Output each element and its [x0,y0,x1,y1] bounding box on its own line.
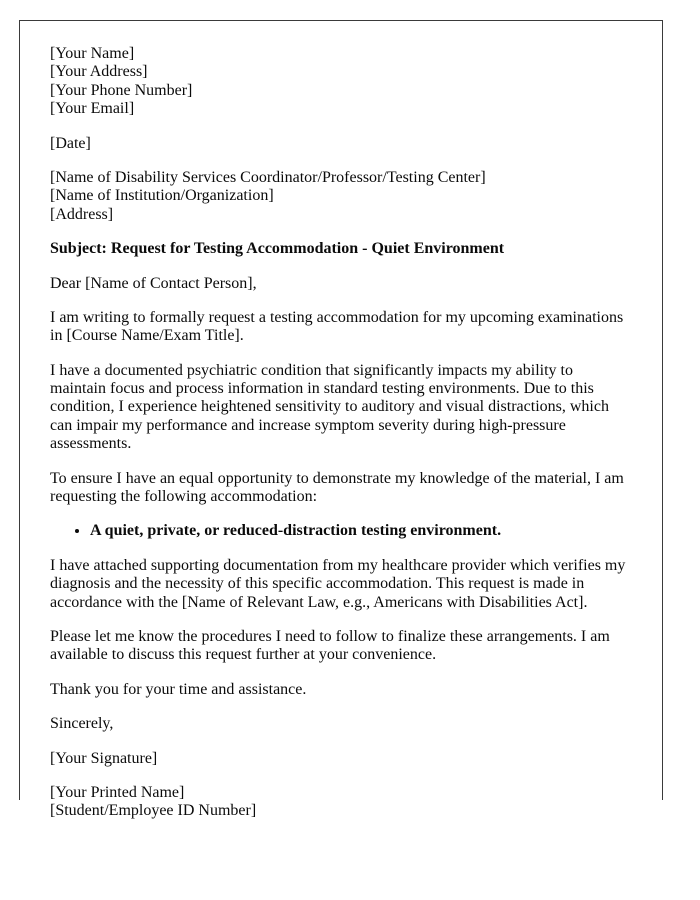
paragraph-opportunity: To ensure I have an equal opportunity to demonstrate my knowledge of the material, I am requesting the following accommodation: [50,469,624,506]
printed-name-block [50,784,626,821]
paragraph-request: I am writing to formally request a testing accommodation for my upcoming examinations in [Course Name/Exam Title]. [50,308,624,345]
sender-phone: [Your Phone Number] [50,81,193,99]
sender-block [50,45,626,119]
closing: Sincerely, [50,715,114,733]
paragraph-documentation: I have attached supporting documentation from my healthcare provider which verifies my diagnosis and the necessity of this specific accommodation. This request is made in accordance with the [Name of Relevant Law, e.g., Americans with Disabilities Act]. [50,556,626,611]
subject-line: Subject: Request for Testing Accommodation - Quiet Environment [50,240,505,258]
recipient-institution: [Name of Institution/Organization] [50,187,274,205]
signature-line: [Your Signature] [50,749,158,767]
sender-name: [Your Name] [50,45,135,62]
sender-email: [Your Email] [50,100,135,118]
accommodation-bullet-item: • A quiet, private, or reduced-distraction testing environment. [90,522,626,540]
paragraph-thanks: Thank you for your time and assistance. [50,680,307,698]
sender-address: [Your Address] [50,63,148,81]
letter-container [19,20,663,820]
id-number: [Student/Employee ID Number] [50,802,257,820]
printed-name: [Your Printed Name] [50,783,185,801]
salutation: Dear [Name of Contact Person], [50,274,257,292]
recipient-block [50,169,626,224]
date-line: [Date] [50,134,91,152]
paragraph-condition: I have a documented psychiatric condition that significantly impacts my ability to maintain focus and process information in standard testing environments. Due to this condition, I experience heightened sensitivity to auditory and visual distractions, which can impair my performance and increase symptom severity during high-pressure assessments. [50,361,609,453]
paragraph-procedures: Please let me know the procedures I need to follow to finalize these arrangements. I am available to discuss this request further at your convenience. [50,627,610,664]
recipient-coordinator: [Name of Disability Services Coordinator/Professor/Testing Center] [50,168,486,186]
accommodation-list [50,522,626,540]
recipient-address: [Address] [50,205,114,223]
